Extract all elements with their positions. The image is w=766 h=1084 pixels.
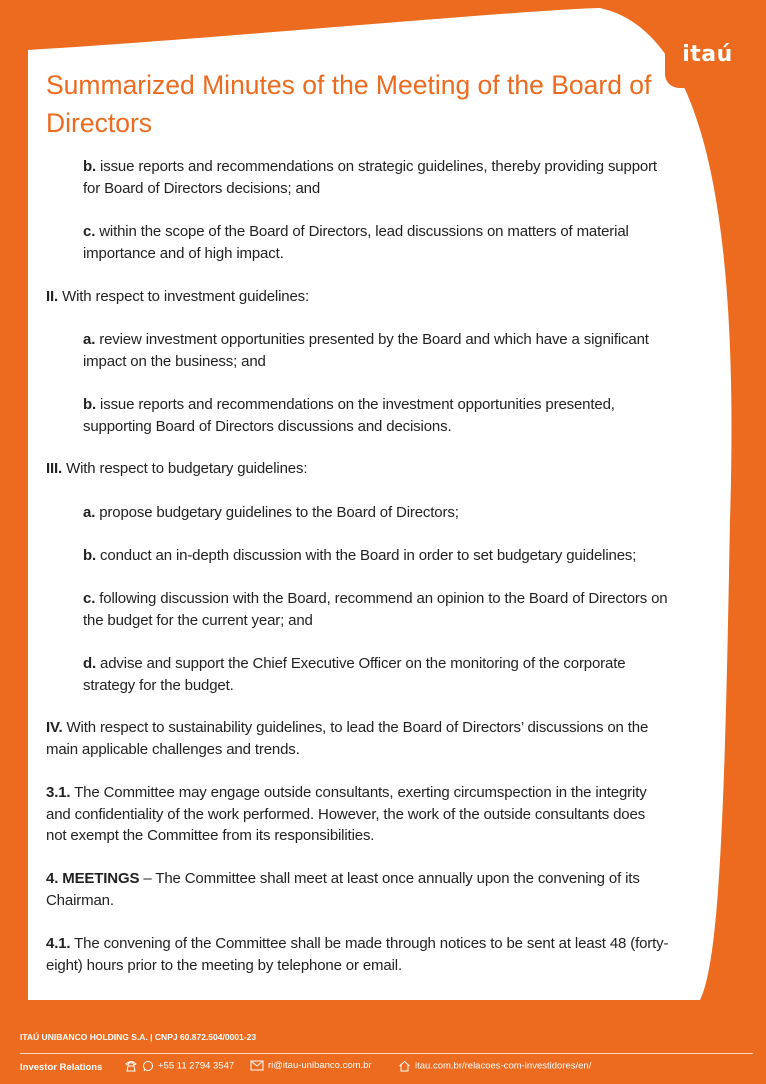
paragraph-3d: d. advise and support the Chief Executive Officer on the monitoring of the corporate strategy for the budget.: [83, 655, 626, 694]
footer-website[interactable]: [398, 1060, 591, 1072]
paragraph-3c: c. following discussion with the Board, recommend an opinion to the Board of Directors on the budget for the current year; and: [83, 590, 668, 629]
clause-4-1: 4.1. The convening of the Committee shall be made through notices to be sent at least 48 (forty- eight) hours prior to the meeting by telephone or email.: [46, 935, 669, 974]
website-url: itau.com.br/relacoes-com-investidores/en/: [415, 1060, 592, 1072]
page-footer: [0, 1020, 766, 1084]
paragraph-3b: b. conduct an in-depth discussion with the Board in order to set budgetary guidelines;: [83, 547, 637, 564]
paragraph-3a: a. propose budgetary guidelines to the Board of Directors;: [83, 504, 459, 521]
footer-phone[interactable]: [125, 1060, 234, 1072]
paragraph-2b: b. issue reports and recommendations on the investment opportunities presented, supporting Board of Directors discussions and decisions.: [83, 396, 615, 435]
paragraph-1b: b. issue reports and recommendations on strategic guidelines, thereby providing support for Board of Directors decisions; and: [83, 158, 657, 197]
section-iv: IV. With respect to sustainability guidelines, to lead the Board of Directors’ discussions on the main applicable challenges and trends.: [46, 719, 649, 758]
company-info: ITAÚ UNIBANCO HOLDING S.A. | CNPJ 60.872.504/0001-23: [20, 1032, 257, 1042]
phone-icon: [125, 1060, 138, 1072]
footer-divider: [20, 1053, 753, 1054]
section-iii: III. With respect to budgetary guidelines:: [46, 460, 308, 477]
whatsapp-icon: [142, 1060, 154, 1072]
itau-logo: [665, 30, 750, 88]
clause-4-meetings: 4. MEETINGS – The Committee shall meet at least once annually upon the convening of its Chairman.: [46, 870, 640, 909]
paragraph-2a: a. review investment opportunities presented by the Board and which have a significant impact on the business; and: [83, 331, 649, 370]
phone-number: +55 11 2794 3547: [158, 1060, 235, 1072]
footer-email[interactable]: [250, 1060, 372, 1071]
paragraph-1c: c. within the scope of the Board of Directors, lead discussions on matters of material importance and of high impact.: [83, 223, 629, 262]
investor-relations-label: Investor Relations: [20, 1062, 103, 1073]
clause-3-1: 3.1. The Committee may engage outside consultants, exerting circumspection in the integrity and confidentiality of the work performed. However, the work of the outside consultants does not exempt the Committee from its responsibilities.: [46, 784, 647, 844]
logo-text: itaú: [682, 42, 733, 67]
mail-icon: [250, 1060, 264, 1071]
page-title: Summarized Minutes of the Meeting of the Board of Directors: [46, 70, 652, 138]
section-ii: II. With respect to investment guidelines:: [46, 288, 309, 305]
email-address: ri@itau-unibanco.com.br: [268, 1060, 372, 1072]
home-icon: [398, 1060, 411, 1072]
